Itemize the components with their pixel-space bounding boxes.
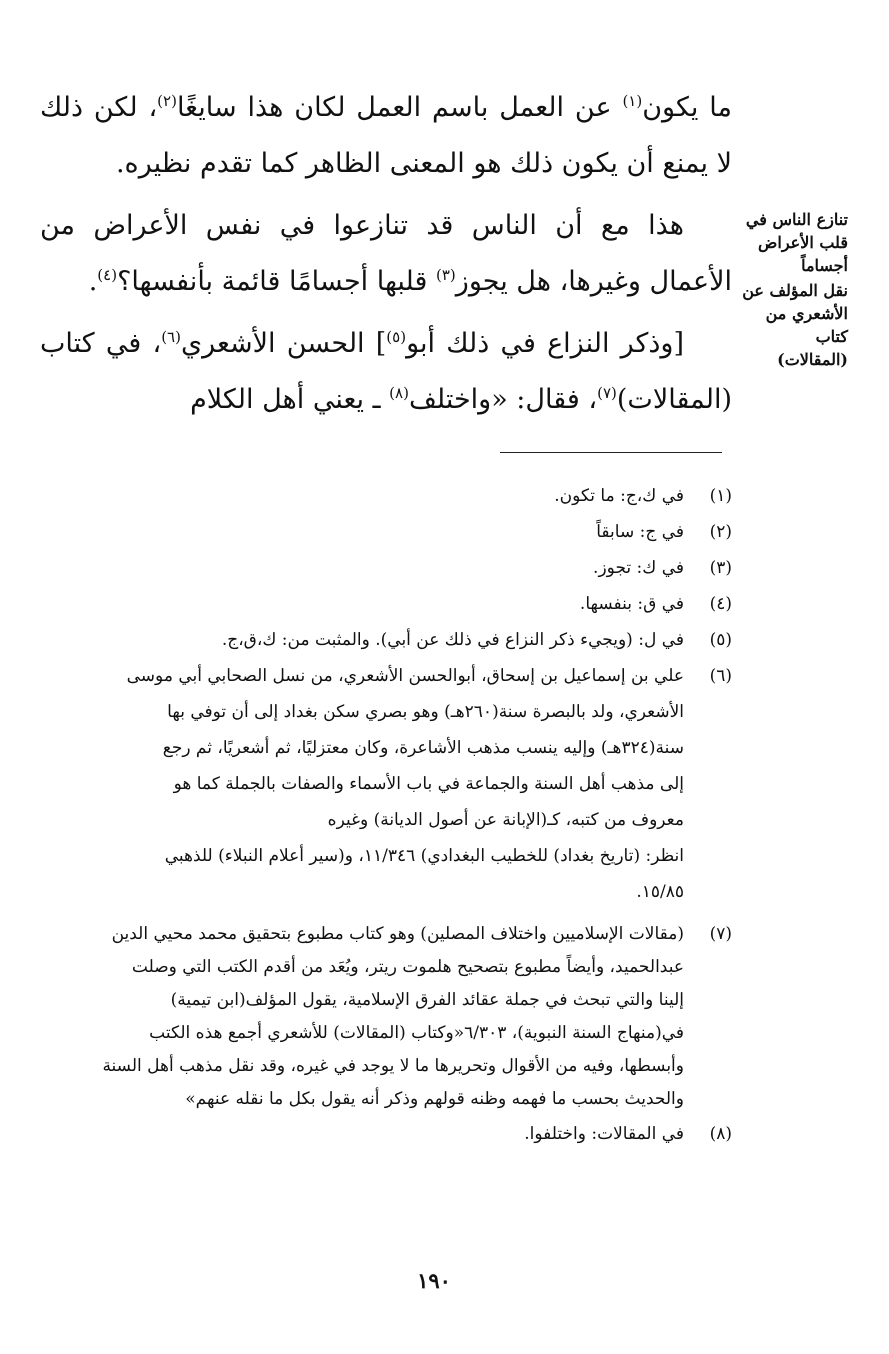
text-run: ، في كتاب (المقالات) xyxy=(40,328,732,415)
text-run: ] الحسن الأشعري xyxy=(180,328,387,359)
footnote-7 xyxy=(40,918,732,1116)
footnote-number: (٢) xyxy=(709,522,732,542)
margin-note: نقل المؤلف عن الأشعري من كتاب (المقالات) xyxy=(742,281,848,369)
footnote-number: (٨) xyxy=(709,1124,732,1144)
main-text xyxy=(40,80,732,428)
footnote-line: في ك،ج: ما تكون. xyxy=(554,486,684,506)
footnote-text xyxy=(40,514,684,550)
footnote-line: انظر: (تاريخ بغداد) للخطيب البغدادي) ١١/٣٤٦، و(سير أعلام النبلاء) للذهبي xyxy=(164,846,684,866)
footnote-text xyxy=(40,550,684,586)
text-run: . xyxy=(88,266,98,297)
text-run: عن العمل باسم العمل لكان هذا سايغًا xyxy=(176,92,623,123)
footnote-ref[interactable]: (١) xyxy=(622,92,643,110)
footnote-4 xyxy=(40,586,732,622)
text-run: ـ يعني أهل الكلام xyxy=(190,384,390,415)
footnote-line: في ك: تجوز. xyxy=(593,558,684,578)
footnote-line: والحديث بحسب ما فهمه وظنه قولهم وذكر أنه يقول بكل ما نقله عنهم» xyxy=(185,1089,684,1109)
footnote-ref[interactable]: (٣) xyxy=(436,266,456,284)
footnote-line: في ق: بنفسها. xyxy=(579,594,684,614)
footnote-line: وأبسطها، وفيه من الأقوال وتحريرها ما لا يوجد في غيره، وقد نقل مذهب أهل السنة xyxy=(102,1056,684,1076)
footnote-line: في ل: (ويجيء ذكر النزاع في ذلك عن أبي). والمثبت من: ك،ق،ج. xyxy=(221,630,684,650)
footnote-line: في(منهاج السنة النبوية)، ٦/٣٠٣«وكتاب (المقالات) للأشعري أجمع هذه الكتب xyxy=(149,1023,684,1043)
text-run: ، فقال: «واختلف xyxy=(408,384,598,415)
footnote-line: في ج: سابقاً xyxy=(596,522,684,542)
footnote-number: (١) xyxy=(709,486,732,506)
footnote-ref[interactable]: (٥) xyxy=(386,328,407,346)
footnote-line: معروف من كتبه، كـ(الإبانة عن أصول الديانة) وغيره xyxy=(327,810,684,830)
footnote-text xyxy=(40,658,684,910)
footnote-ref[interactable]: (٨) xyxy=(389,384,409,402)
footnote-number: (٣) xyxy=(709,558,732,578)
margin-note: تنازع الناس في قلب الأعراض أجساماً xyxy=(745,210,848,275)
text-run: هذا مع أن الناس قد تنازعوا في نفس الأعراض من الأعمال وغيرها، هل يجوز xyxy=(40,210,732,297)
paragraph-3 xyxy=(40,316,732,428)
footnote-ref[interactable]: (٦) xyxy=(161,328,181,346)
footnote-text xyxy=(40,622,684,658)
footnote-8 xyxy=(40,1116,732,1152)
footnote-line: إلى مذهب أهل السنة والجماعة في باب الأسماء والصفات بالجملة كما هو xyxy=(173,774,684,794)
footnote-line: الأشعري، ولد بالبصرة سنة(٢٦٠هـ) وهو بصري سكن بغداد إلى أن توفي بها xyxy=(167,702,684,722)
text-run: ، لكن ذلك لا يمنع أن يكون ذلك هو المعنى الظاهر كما تقدم نظيره. xyxy=(40,92,732,179)
text-run: قلبها أجسامًا قائمة بأنفسها؟ xyxy=(117,266,436,297)
footnote-number: (٥) xyxy=(709,630,732,650)
footnote-number: (٧) xyxy=(709,924,732,944)
paragraph-1 xyxy=(40,80,732,192)
footnote-6 xyxy=(40,658,732,910)
footnote-number: (٤) xyxy=(709,594,732,614)
footnote-ref[interactable]: (٤) xyxy=(97,266,118,284)
footnote-line: في المقالات: واختلفوا. xyxy=(524,1124,684,1144)
footnote-line: سنة(٣٢٤هـ) وإليه ينسب مذهب الأشاعرة، وكان معتزليًا، ثم أشعريًا، ثم رجع xyxy=(162,738,684,758)
footnote-2 xyxy=(40,514,732,550)
footnote-separator xyxy=(500,452,722,453)
page-number: ١٩٠ xyxy=(417,1268,451,1293)
footnote-ref[interactable]: (٧) xyxy=(597,384,617,402)
text-run: [وذكر النزاع في ذلك أبو xyxy=(406,328,685,359)
footnote-text xyxy=(40,918,684,1116)
footnote-line: (مقالات الإسلاميين واختلاف المصلين) وهو كتاب مطبوع بتحقيق محمد محيي الدين xyxy=(111,924,684,944)
footnote-line: علي بن إسماعيل بن إسحاق، أبوالحسن الأشعري، من نسل الصحابي أبي موسى xyxy=(126,666,684,686)
margin-notes xyxy=(740,208,848,371)
text-run: ما يكون xyxy=(642,92,732,123)
footnote-5 xyxy=(40,622,732,658)
footnote-ref[interactable]: (٢) xyxy=(157,92,177,110)
footnote-text xyxy=(40,478,684,514)
footnote-line: إلينا والتي تبحث في جملة عقائد الفرق الإسلامية، يقول المؤلف(ابن تيمية) xyxy=(170,990,684,1010)
footnote-line: عبدالحميد، وأيضاً مطبوع بتصحيح هلموت ريتر، ويُعَد من أقدم الكتب التي وصلت xyxy=(131,957,684,977)
footnote-text xyxy=(40,1116,684,1152)
paragraph-2 xyxy=(40,198,732,310)
footnote-3 xyxy=(40,550,732,586)
footnote-text xyxy=(40,586,684,622)
footnote-1 xyxy=(40,478,732,514)
footnote-line: ١٥/٨٥. xyxy=(636,882,684,902)
footnotes xyxy=(40,478,732,1152)
footnote-number: (٦) xyxy=(709,666,732,686)
